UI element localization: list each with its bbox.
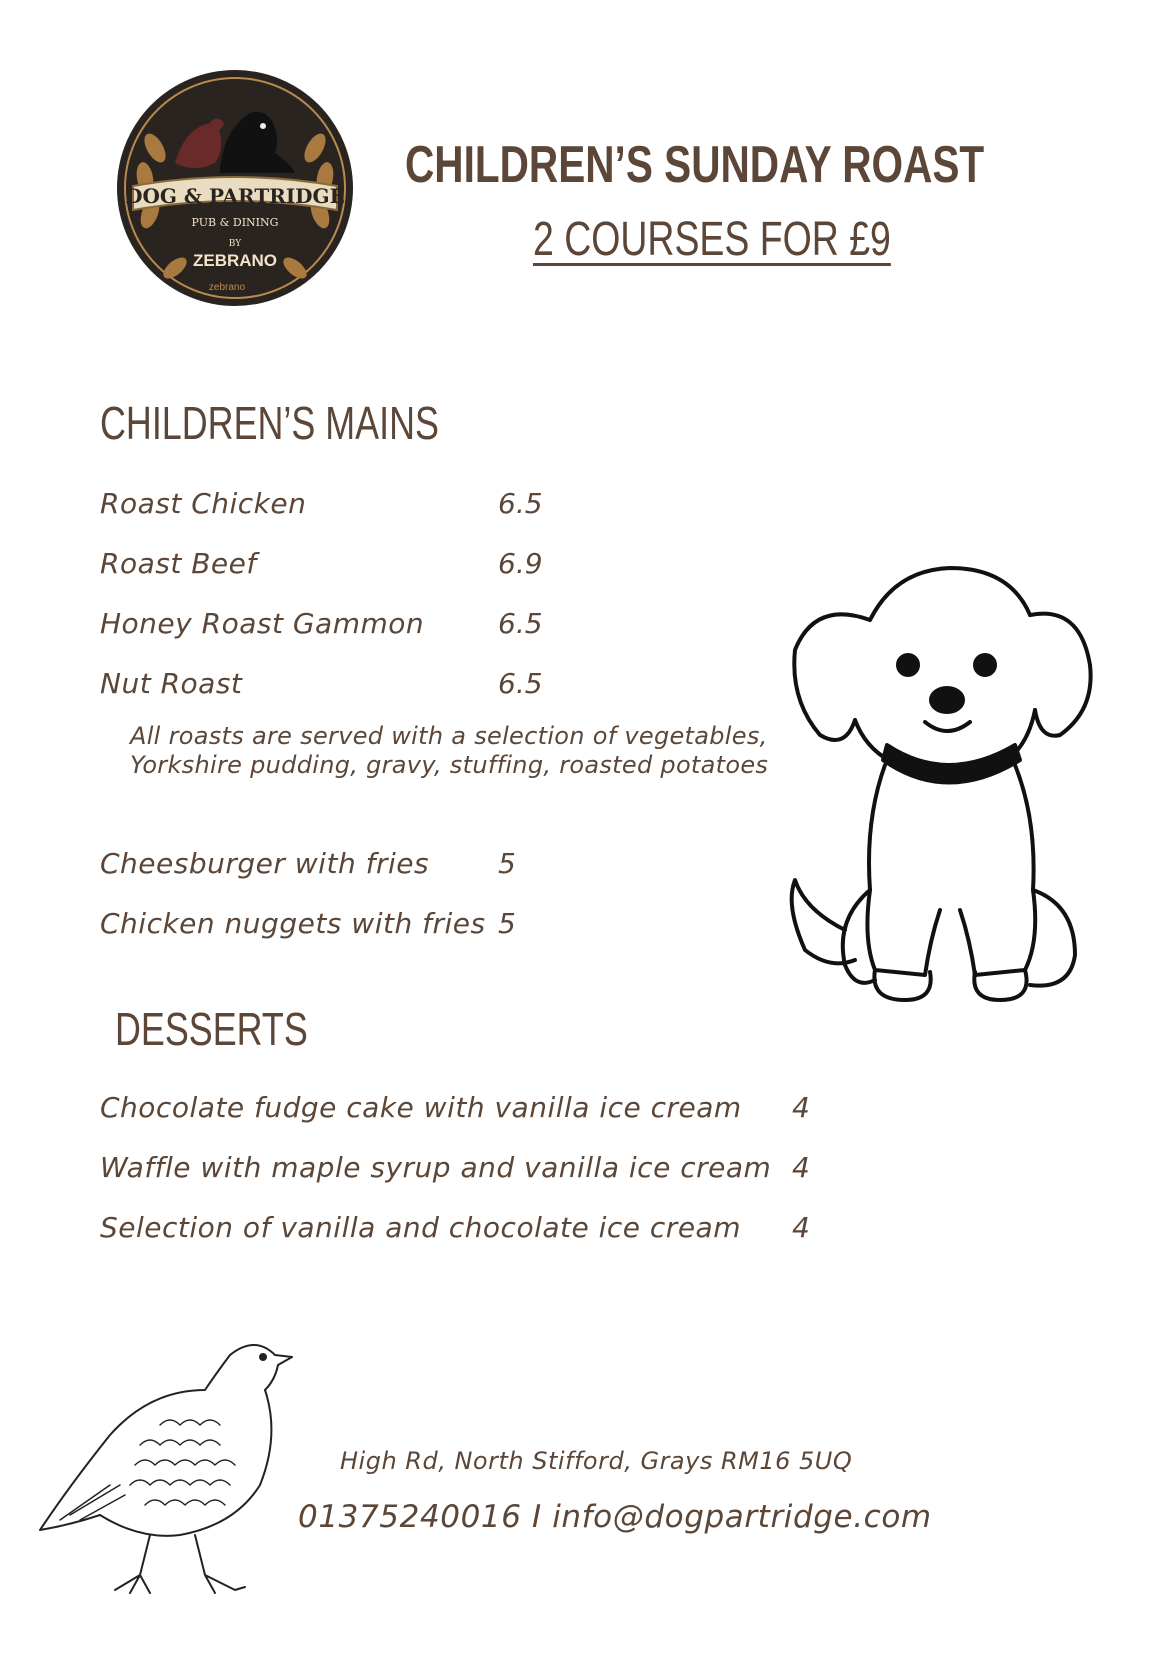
- logo: [115, 68, 355, 308]
- menu-item-name: Selection of vanilla and chocolate ice cream: [100, 1211, 741, 1244]
- page-subtitle: 2 COURSES FOR £9: [533, 213, 891, 266]
- page-title: CHILDREN’S SUNDAY ROAST: [405, 136, 985, 194]
- menu-item-name: Chocolate fudge cake with vanilla ice cream: [100, 1091, 742, 1124]
- roast-note-line1: All roasts are served with a selection of vegetables,: [130, 722, 768, 750]
- menu-item-name: Cheesburger with fries: [100, 847, 430, 880]
- address: High Rd, North Stifford, Grays RM16 5UQ: [340, 1447, 853, 1475]
- partridge-illustration: [30, 1335, 305, 1600]
- menu-item-price: 4: [792, 1211, 810, 1244]
- menu-item-price: 6.9: [498, 547, 543, 580]
- menu-item-name: Waffle with maple syrup and vanilla ice cream: [100, 1151, 772, 1184]
- menu-item-name: Chicken nuggets with fries: [100, 907, 486, 940]
- desserts-heading: DESSERTS: [115, 1003, 308, 1055]
- menu-item-price: 6.5: [498, 487, 543, 520]
- menu-item-name: Roast Chicken: [100, 487, 307, 520]
- puppy-illustration-icon: [775, 560, 1115, 1005]
- roast-note-line2: Yorkshire pudding, gravy, stuffing, roasted potatoes: [130, 751, 769, 779]
- contact-info[interactable]: 01375240016 I info@dogpartridge.com: [298, 1499, 932, 1535]
- puppy-illustration: [775, 560, 1115, 1005]
- menu-item-price: 5: [498, 907, 516, 940]
- menu-item-price: 5: [498, 847, 516, 880]
- menu-item-price: 4: [792, 1151, 810, 1184]
- menu-item-price: 6.5: [498, 667, 543, 700]
- logo-by: BY: [228, 239, 242, 249]
- logo-sub: PUB & DINING: [191, 216, 279, 229]
- menu-item-price: 4: [792, 1091, 810, 1124]
- partridge-illustration-icon: [30, 1335, 305, 1600]
- logo-name: DOG & PARTRIDGE: [125, 184, 345, 208]
- menu-item-name: Roast Beef: [100, 547, 257, 580]
- menu-item-name: Nut Roast: [100, 667, 243, 700]
- menu-item-price: 6.5: [498, 607, 543, 640]
- menu-item-name: Honey Roast Gammon: [100, 607, 425, 640]
- dog-partridge-logo-icon: [115, 68, 355, 308]
- mains-heading: CHILDREN’S MAINS: [100, 397, 439, 449]
- logo-mark: zebrano: [208, 282, 246, 293]
- logo-brand: ZEBRANO: [192, 251, 278, 270]
